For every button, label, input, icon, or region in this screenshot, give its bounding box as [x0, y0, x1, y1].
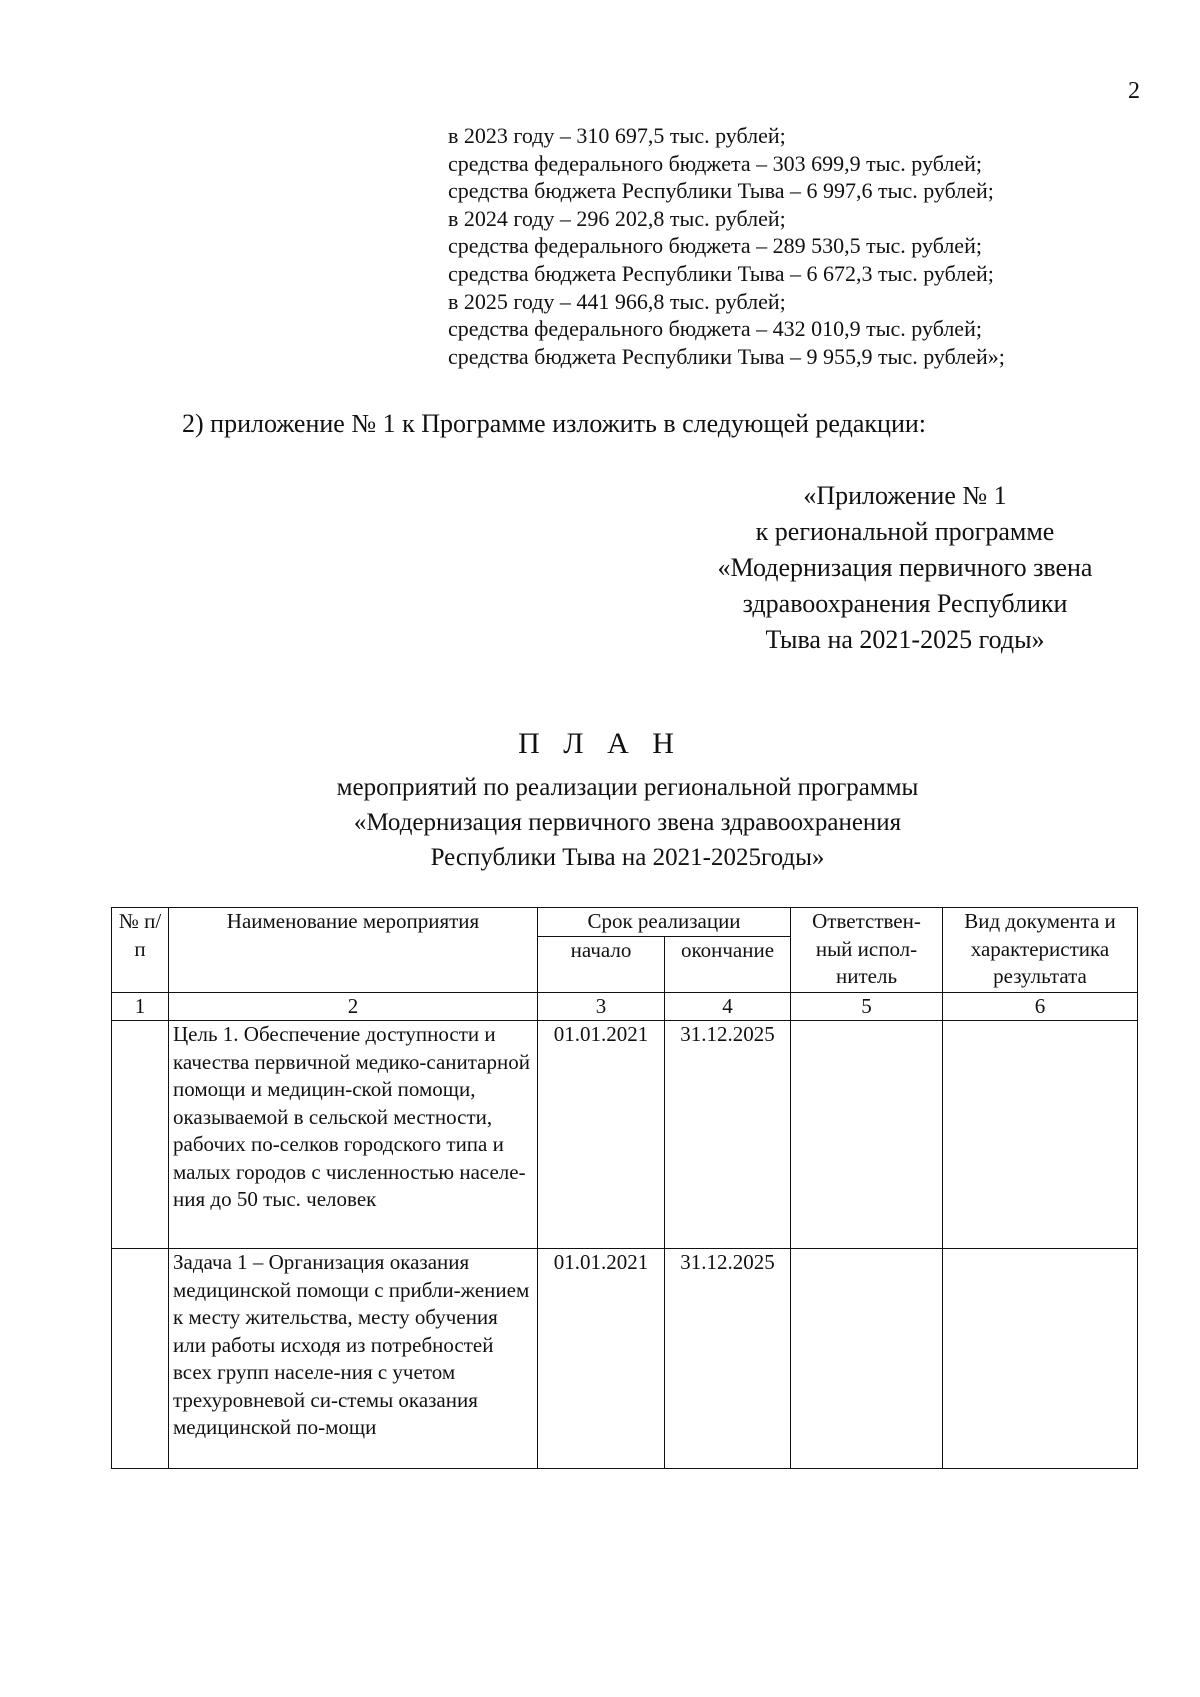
cell-end: 31.12.2025 [665, 1249, 791, 1469]
budget-line: средства федерального бюджета – 289 530,5 тыс. рублей; [448, 233, 982, 259]
column-number: 1 [112, 992, 169, 1021]
plan-subtitle [0, 770, 1200, 875]
cell-start: 01.01.2021 [538, 1021, 665, 1249]
appendix-header [690, 478, 1120, 658]
column-number-row [112, 992, 1138, 1021]
plan-subtitle-line: «Модернизация первичного звена здравоохранения [353, 809, 902, 836]
page-number: 2 [1128, 78, 1140, 104]
column-number: 3 [538, 992, 665, 1021]
table-row [112, 1021, 1138, 1249]
budget-line: средства федерального бюджета – 432 010,9 тыс. рублей; [448, 316, 982, 342]
budget-line: в 2025 году – 441 966,8 тыс. рублей; [448, 288, 786, 314]
cell-start: 01.01.2021 [538, 1249, 665, 1469]
cell-name: Цель 1. Обеспечение доступности и качества первичной медико-санитарной помощи и медицин-ской помощи, оказываемой в сельской местности, рабочих по-селков городского типа и малых городов с численностью населе-ния до 50 тыс. человек [169, 1021, 538, 1249]
plan-table [111, 907, 1138, 1469]
appendix-header-line: «Модернизация первичного звена [717, 553, 1093, 582]
budget-line: средства федерального бюджета – 303 699,9 тыс. рублей; [448, 150, 982, 176]
budget-line: средства бюджета Республики Тыва – 6 997,6 тыс. рублей; [448, 178, 994, 204]
budget-line: средства бюджета Республики Тыва – 6 672,3 тыс. рублей; [448, 260, 994, 286]
cell-doc-type [943, 1249, 1138, 1469]
column-number: 2 [169, 992, 538, 1021]
appendix-header-line: к региональной программе [755, 517, 1055, 546]
plan-subtitle-line: мероприятий по реализации региональной программы [336, 774, 919, 801]
cell-name: Задача 1 – Организация оказания медицинской помощи с прибли-жением к месту жительства, месту обучения или работы исходя из потребностей всех групп населе-ния с учетом трехуровневой си-стемы оказания медицинской по-мощи [169, 1249, 538, 1469]
cell-responsible [791, 1249, 943, 1469]
budget-line: в 2024 году – 296 202,8 тыс. рублей; [448, 205, 786, 231]
column-number: 4 [665, 992, 791, 1021]
header-end: окончание [665, 936, 791, 992]
header-start: начало [538, 936, 665, 992]
budget-breakdown [448, 122, 1005, 370]
appendix-header-line: «Приложение № 1 [803, 481, 1007, 510]
header-responsible: Ответствен-ный испол-нитель [791, 908, 943, 993]
header-name: Наименование мероприятия [169, 908, 538, 993]
cell-responsible [791, 1021, 943, 1249]
column-number: 6 [943, 992, 1138, 1021]
budget-line: средства бюджета Республики Тыва – 9 955,9 тыс. рублей»; [448, 343, 1005, 369]
cell-num [112, 1021, 169, 1249]
amendment-item: 2) приложение № 1 к Программе изложить в следующей редакции: [182, 409, 926, 438]
header-period: Срок реализации [538, 908, 791, 937]
table-row [112, 1249, 1138, 1469]
cell-end: 31.12.2025 [665, 1021, 791, 1249]
cell-num [112, 1249, 169, 1469]
plan-subtitle-line: Республики Тыва на 2021-2025годы» [430, 844, 825, 871]
header-num: № п/п [112, 908, 169, 993]
cell-doc-type [943, 1021, 1138, 1249]
appendix-header-line: здравоохранения Республики [742, 589, 1068, 618]
budget-line: в 2023 году – 310 697,5 тыс. рублей; [448, 123, 786, 148]
appendix-header-line: Тыва на 2021-2025 годы» [765, 625, 1045, 654]
header-doc-type: Вид документа и характеристика результата [943, 908, 1138, 993]
column-number: 5 [791, 992, 943, 1021]
plan-title: П Л А Н [518, 727, 682, 760]
